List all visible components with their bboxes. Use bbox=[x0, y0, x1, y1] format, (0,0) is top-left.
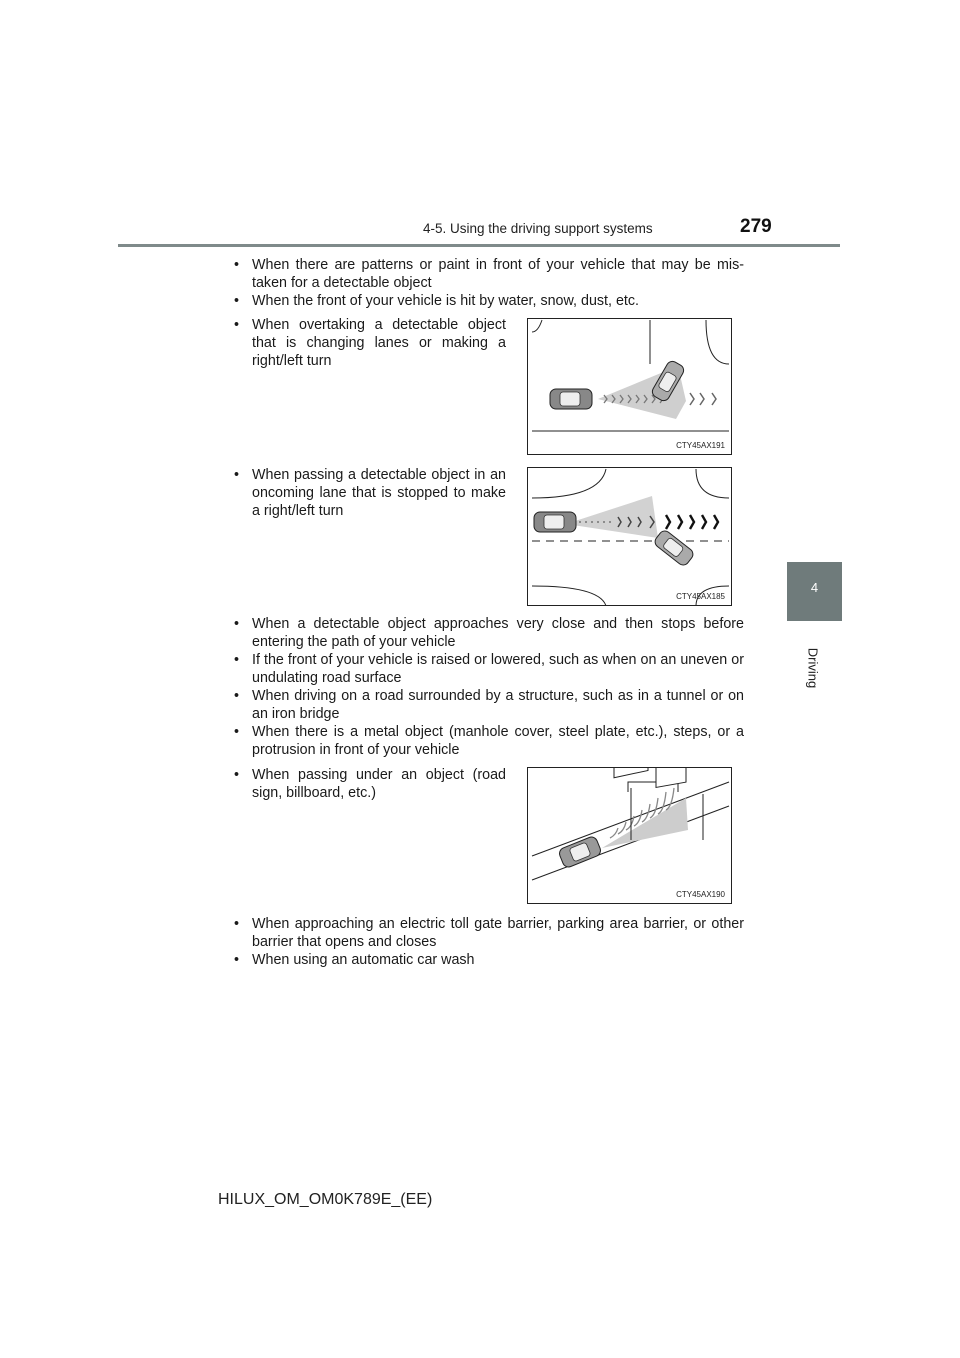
document-code: HILUX_OM_OM0K789E_(EE) bbox=[218, 1191, 433, 1208]
condition-list-2 bbox=[232, 615, 744, 759]
chapter-label: Driving bbox=[805, 647, 821, 689]
condition-fig1 bbox=[232, 316, 506, 370]
list-item: • When driving on a road surrounded by a structure, such as in a tunnel or on an iron bridge bbox=[232, 687, 744, 723]
chapter-number: 4 bbox=[810, 580, 819, 595]
figure-code: CTY45AX190 bbox=[676, 890, 725, 899]
list-item: • When a detectable object approaches very close and then stops before entering the path of your vehicle bbox=[232, 615, 744, 651]
figure-code: CTY45AX191 bbox=[676, 441, 725, 450]
chapter-tab bbox=[787, 562, 842, 621]
figure-code: CTY45AX185 bbox=[676, 592, 725, 601]
list-item: • If the front of your vehicle is raised or lowered, such as when on an uneven or undulating road surface bbox=[232, 651, 744, 687]
list-item: • When passing under an object (road sign, billboard, etc.) bbox=[232, 766, 506, 802]
illustration-overtaking bbox=[527, 318, 732, 455]
list-item: • When overtaking a detectable object that is changing lanes or making a right/left turn bbox=[232, 316, 506, 370]
list-item: • When the front of your vehicle is hit by water, snow, dust, etc. bbox=[232, 292, 744, 310]
illustration-oncoming bbox=[527, 467, 732, 606]
list-item: • When there are patterns or paint in front of your vehicle that may be mis-taken for a detectable object bbox=[232, 256, 744, 292]
list-item: • When passing a detectable object in an oncoming lane that is stopped to make a right/left turn bbox=[232, 466, 506, 520]
page-number: 279 bbox=[740, 216, 772, 237]
list-item: • When approaching an electric toll gate barrier, parking area barrier, or other barrier that opens and closes bbox=[232, 915, 744, 951]
illustration-overhead-sign bbox=[527, 767, 732, 904]
header-divider bbox=[118, 244, 840, 247]
section-title: 4-5. Using the driving support systems bbox=[423, 221, 653, 236]
list-item: • When using an automatic car wash bbox=[232, 951, 744, 969]
condition-fig3 bbox=[232, 766, 506, 802]
condition-list-3 bbox=[232, 915, 744, 969]
condition-fig2 bbox=[232, 466, 506, 520]
condition-list-1 bbox=[232, 256, 744, 310]
list-item: • When there is a metal object (manhole cover, steel plate, etc.), steps, or a protrusion in front of your vehicle bbox=[232, 723, 744, 759]
